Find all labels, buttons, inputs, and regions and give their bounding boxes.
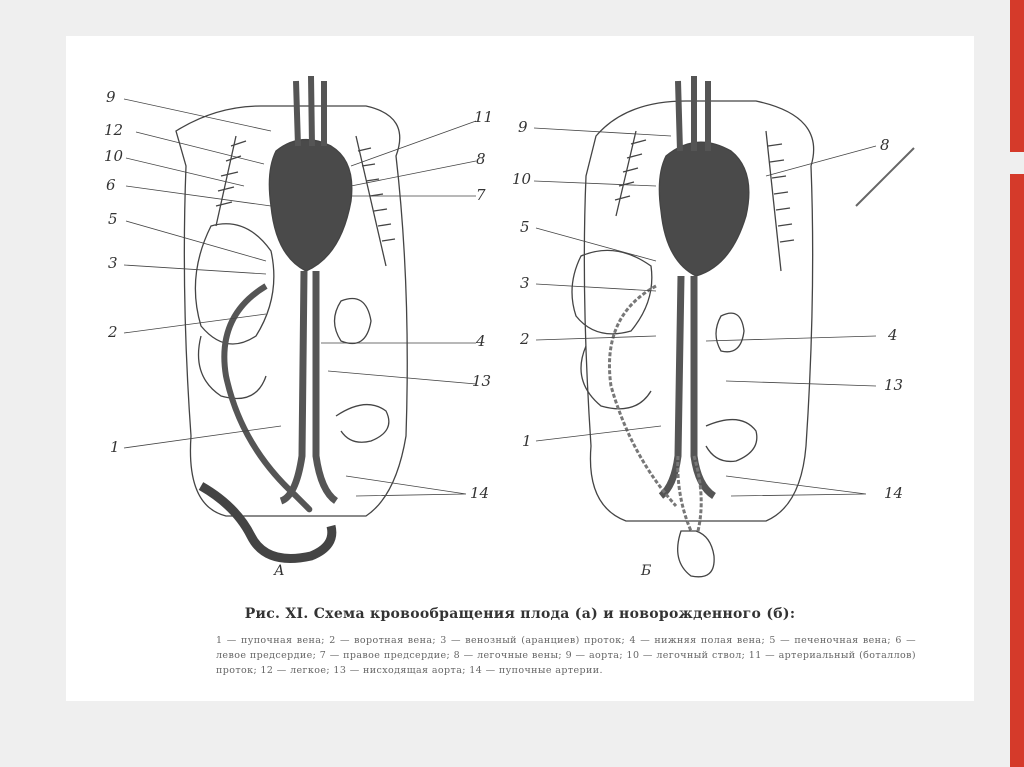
newborn-label-3: 3 [520, 274, 530, 292]
fetus-heart [269, 140, 352, 271]
figure-legend: 1 — пупочная вена; 2 — воротная вена; 3 — венозный (аранциев) проток; 4 — нижняя полая вена; 5 — печеночная вена; 6 — левое предсердие; 7 — правое предсердие; 8 — легочные вены; 9 — аорта; 10 — легочный ствол; 11 — артериальный (боталлов) проток; 12 — легкое; 13 — нисходящая аорта; 14 — пупочные артерии. [216, 635, 916, 676]
newborn-intestine [581, 346, 651, 409]
newborn-label-14: 14 [884, 484, 904, 502]
newborn-heart [659, 142, 749, 276]
fetus-label-3: 3 [108, 254, 118, 272]
newborn-label-13: 13 [884, 376, 904, 394]
fetus-label-5: 5 [108, 210, 118, 228]
fetus-label-2: 2 [108, 323, 118, 341]
newborn-label-1: 1 [522, 432, 532, 450]
newborn-label-4: 4 [888, 326, 898, 344]
newborn-bowel [706, 420, 757, 462]
newborn-descending-vessels [661, 276, 714, 496]
newborn-great-vessels [678, 76, 708, 151]
fetus-label-12: 12 [104, 121, 124, 139]
newborn-ribs-right [766, 131, 794, 271]
fetus-ribs-right [356, 136, 395, 266]
newborn-figure [534, 76, 914, 577]
newborn-label-2: 2 [520, 330, 530, 348]
fetus-label-11: 11 [474, 108, 494, 126]
fetus-label-10: 10 [104, 147, 124, 165]
figure-caption-title: Рис. XI. Схема кровообращения плода (а) и новорожденного (б): [244, 606, 796, 622]
newborn-ribs-left [615, 131, 646, 216]
newborn-label-10: 10 [512, 170, 532, 188]
panel-b-tag: Б [641, 563, 652, 579]
newborn-kidney [716, 313, 744, 352]
fetus-label-1: 1 [110, 438, 120, 456]
fetus-kidney [335, 299, 372, 344]
newborn-label-8: 8 [880, 136, 890, 154]
fetus-label-8: 8 [476, 150, 486, 168]
fetus-label-4: 4 [476, 332, 486, 350]
fetus-descending-vessels [281, 271, 336, 501]
fetus-label-13: 13 [472, 372, 492, 390]
fetus-label-9: 9 [106, 88, 116, 106]
newborn-leader-lines-left [534, 128, 671, 441]
fetus-leader-lines-left [124, 99, 281, 448]
fetus-liver [195, 224, 273, 344]
panel-a-tag: А [274, 563, 285, 579]
fetus-bowel [336, 405, 389, 443]
fetus-figure [124, 76, 476, 559]
figure-sheet [66, 36, 974, 701]
fetus-label-7: 7 [476, 186, 486, 204]
accent-bar-notch [1010, 152, 1024, 174]
slide-accent-bar [1010, 0, 1024, 767]
fetus-ribs-left [216, 136, 246, 226]
fetus-great-vessels [296, 76, 324, 146]
fetus-label-14: 14 [470, 484, 490, 502]
stray-pen-mark [856, 148, 914, 206]
newborn-umbilical-stump [678, 531, 714, 577]
newborn-label-5: 5 [520, 218, 530, 236]
fetus-umbilical-cord [201, 486, 332, 559]
newborn-label-9: 9 [518, 118, 528, 136]
fetus-label-6: 6 [106, 176, 116, 194]
